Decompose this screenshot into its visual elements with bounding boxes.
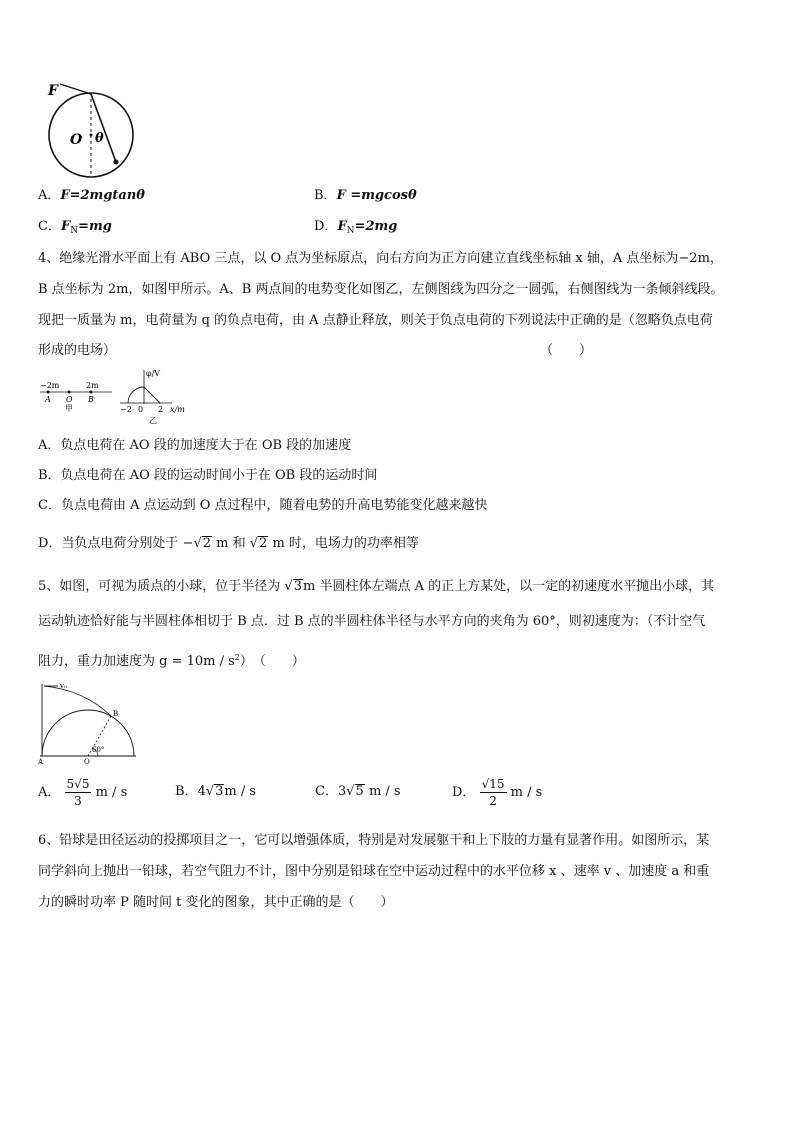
- ball: [114, 160, 119, 165]
- label-theta: θ: [95, 131, 104, 146]
- q4-line-3: 现把一质量为 m，电荷量为 q 的负点电荷，由 A 点静止释放，则关于负点电荷的下列说法中正确的是（忽略负点电荷: [38, 313, 713, 328]
- q6-line-3: 力的瞬时功率 P 随时间 t 变化的图象，其中正确的是（ ）: [38, 895, 394, 910]
- slope-line: [144, 387, 160, 403]
- rod: [91, 94, 116, 162]
- label-F: F: [48, 83, 58, 99]
- q4-answer-paren: （ ）: [540, 343, 593, 358]
- label-A: A: [45, 395, 51, 404]
- center-dot: [90, 134, 93, 137]
- q6-line-1: 6、铅球是田径运动的投掷项目之一，它可以增强体质，特别是对发展躯干和上下肢的力量有显著作用。如图所示，某: [38, 833, 710, 848]
- point-A: [47, 391, 50, 394]
- q4-option-d: D．当负点电荷分别处于 −√2 m 和 √2 m 时，电场力的功率相等: [38, 536, 419, 551]
- caption-jia: 甲: [65, 404, 73, 413]
- tick-m2: −2: [120, 405, 132, 414]
- label-m2: −2m: [40, 381, 60, 390]
- q5-line-2: 运动轨迹恰好能与半圆柱体相切于 B 点．过 B 点的半圆柱体半径与水平方向的夹角为 60°，则初速度为：（不计空气: [38, 614, 706, 629]
- q4-figure-b: [116, 366, 196, 426]
- q5-option-a: A． $\frac{5√5}{3}$ m / s: [38, 777, 128, 808]
- q3-option-b: B．F =mgcosθ: [314, 188, 417, 203]
- label-B: B: [113, 710, 119, 718]
- q5-option-d: D． $\frac{√15}{2}$ m / s: [452, 777, 543, 808]
- q4-option-b: B．负点电荷在 AO 段的运动时间小于在 OB 段的运动时间: [38, 468, 378, 483]
- label-phi: φ/V: [146, 369, 161, 378]
- fraction: $\frac{5√5}{3}$: [66, 777, 90, 808]
- tick-0: 0: [138, 405, 144, 414]
- q5-line-3: 阻力，重力加速度为 $g = 10m / s^2$） （ ）: [38, 653, 305, 669]
- q4-option-a: A．负点电荷在 AO 段的加速度大于在 OB 段的加速度: [38, 438, 352, 453]
- label-O: O: [70, 132, 83, 148]
- q4-option-c: C．负点电荷由 A 点运动到 O 点过程中，随着电势的升高电势能变化越来越快: [38, 498, 488, 513]
- label-x: x/m: [170, 405, 185, 414]
- label-O: O: [66, 395, 73, 404]
- label-p2: 2m: [86, 381, 99, 390]
- point-B: [90, 391, 93, 394]
- q4-figure-a: [36, 378, 116, 414]
- force-arrow: [60, 84, 91, 94]
- q5-option-b: B．4√3m / s: [175, 784, 257, 799]
- q3-option-c: C．$F_N=mg$: [38, 219, 112, 236]
- fraction: $\frac{√15}{2}$: [481, 777, 505, 808]
- q5-option-c: C．3√5 m / s: [315, 784, 401, 799]
- label-O: O: [84, 758, 90, 766]
- caption-yi: 乙: [149, 416, 157, 425]
- q5-line-1: 5、如图，可视为质点的小球，位于半径为 √3m 半圆柱体左端点 A 的正上方某处，以一定的初速度水平抛出小球，其: [38, 579, 715, 594]
- q5-figure: [34, 678, 144, 766]
- q3-option-d: D．$F_N=2mg$: [314, 219, 398, 236]
- arc-curve: [128, 387, 144, 403]
- label-v0: v₀: [60, 682, 67, 690]
- q4-line-4: 形成的电场）: [38, 343, 117, 358]
- q6-line-2: 同学斜向上抛出一铅球，若空气阻力不计，图中分别是铅球在空中运动过程中的水平位移 x 、速率 v 、加速度 a 和重: [38, 864, 710, 879]
- point-O: [68, 391, 71, 394]
- label-B: B: [88, 395, 94, 404]
- half-cylinder: [42, 710, 134, 756]
- label-angle: 60°: [92, 746, 105, 754]
- tick-2: 2: [158, 405, 164, 414]
- q4-line-1: 4、绝缘光滑水平面上有 ABO 三点，以 O 点为坐标原点，向右方向为正方向建立直线坐标轴 x 轴，A 点坐标为−2m，: [38, 251, 723, 266]
- q3-option-a: A．F=2mgtanθ: [38, 188, 145, 203]
- q4-line-2: B 点坐标为 2m，如图甲所示。A、B 两点间的电势变化如图乙，左侧图线为四分之一圆弧，右侧图线为一条倾斜线段。: [38, 282, 724, 297]
- q3-figure: [38, 80, 138, 180]
- label-A: A: [38, 758, 44, 766]
